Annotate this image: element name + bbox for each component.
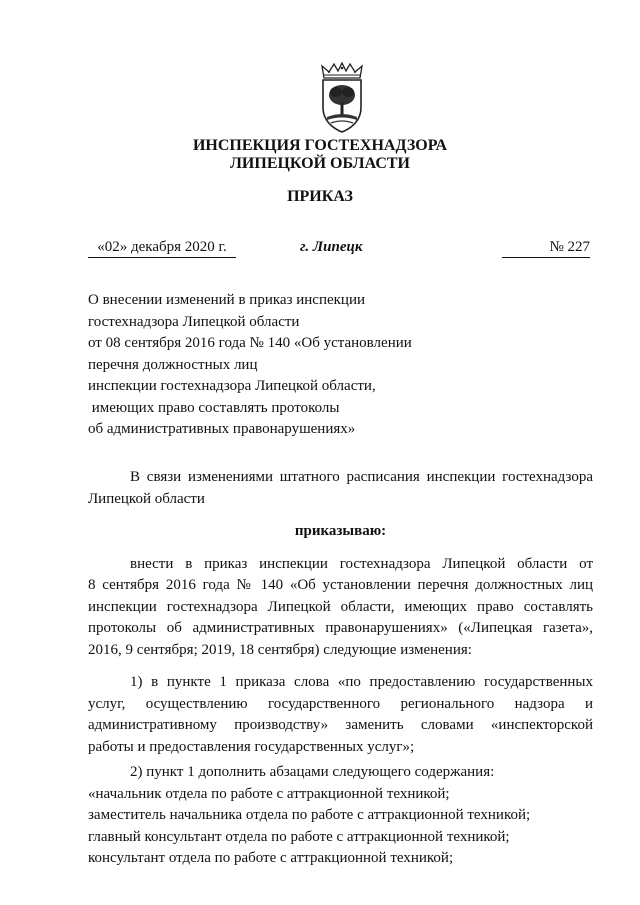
- paragraph-line: В связи изменениями штатного расписания инспекции гостехнадзора: [130, 469, 593, 485]
- subject-line: инспекции гостехнадзора Липецкой области,: [88, 378, 376, 394]
- paragraph-line: Липецкой области: [88, 490, 205, 507]
- paragraph-line: работы и предоставления государственных услуг»;: [88, 738, 415, 755]
- subject-line: имеющих право составлять протоколы: [88, 399, 340, 416]
- organization-name-line2: ЛИПЕЦКОЙ ОБЛАСТИ: [230, 155, 410, 172]
- order-date: «02» декабря 2020 г.: [88, 237, 236, 258]
- paragraph-line: «начальник отдела по работе с аттракционной техникой;: [88, 785, 450, 802]
- paragraph-line: 2) пункт 1 дополнить абзацами следующего содержания:: [130, 764, 495, 780]
- order-city: г. Липецк: [300, 239, 363, 255]
- order-subject: [88, 290, 428, 441]
- order-body: [88, 467, 593, 870]
- subject-line: О внесении изменений в приказ инспекции: [88, 292, 366, 308]
- paragraph-line: заместитель начальника отдела по работе с аттракционной техникой;: [88, 807, 531, 823]
- paragraph-line: протоколы об административных правонарушениях» («Липецкая газета»,: [88, 620, 593, 636]
- paragraph-line: главный консультант отдела по работе с аттракционной техникой;: [88, 828, 510, 845]
- subject-line: от 08 сентября 2016 года № 140 «Об установлении: [88, 335, 412, 351]
- document-type-title: ПРИКАЗ: [287, 188, 353, 205]
- organization-name-line1: ИНСПЕКЦИЯ ГОСТЕХНАДЗОРА: [192, 137, 448, 154]
- subject-line: перечня должностных лиц: [88, 356, 258, 373]
- paragraph-line: административному производству» заменить словами «инспекторской: [88, 717, 593, 733]
- paragraph-line: 1) в пункте 1 приказа слова «по предоставлению государственных: [130, 674, 593, 690]
- paragraph-line: 2016, 9 сентября; 2019, 18 сентября) следующие изменения:: [88, 641, 472, 658]
- subject-line: гостехнадзора Липецкой области: [88, 313, 300, 330]
- paragraph-line: 8 сентября 2016 года № 140 «Об установлении перечня должностных лиц: [88, 577, 593, 593]
- paragraph-line: консультант отдела по работе с аттракционной техникой;: [88, 850, 454, 866]
- paragraph-line: инспекции гостехнадзора Липецкой области, имеющих право составлять: [88, 598, 593, 615]
- order-directive: приказываю:: [294, 523, 387, 539]
- order-number: № 227: [502, 237, 590, 258]
- paragraph-line: внести в приказ инспекции гостехнадзора Липецкой области от: [130, 555, 593, 572]
- coat-of-arms-icon: [316, 62, 368, 134]
- subject-line: об административных правонарушениях»: [88, 421, 356, 437]
- paragraph-line: услуг, осуществлению государственного регионального надзора и: [88, 695, 593, 712]
